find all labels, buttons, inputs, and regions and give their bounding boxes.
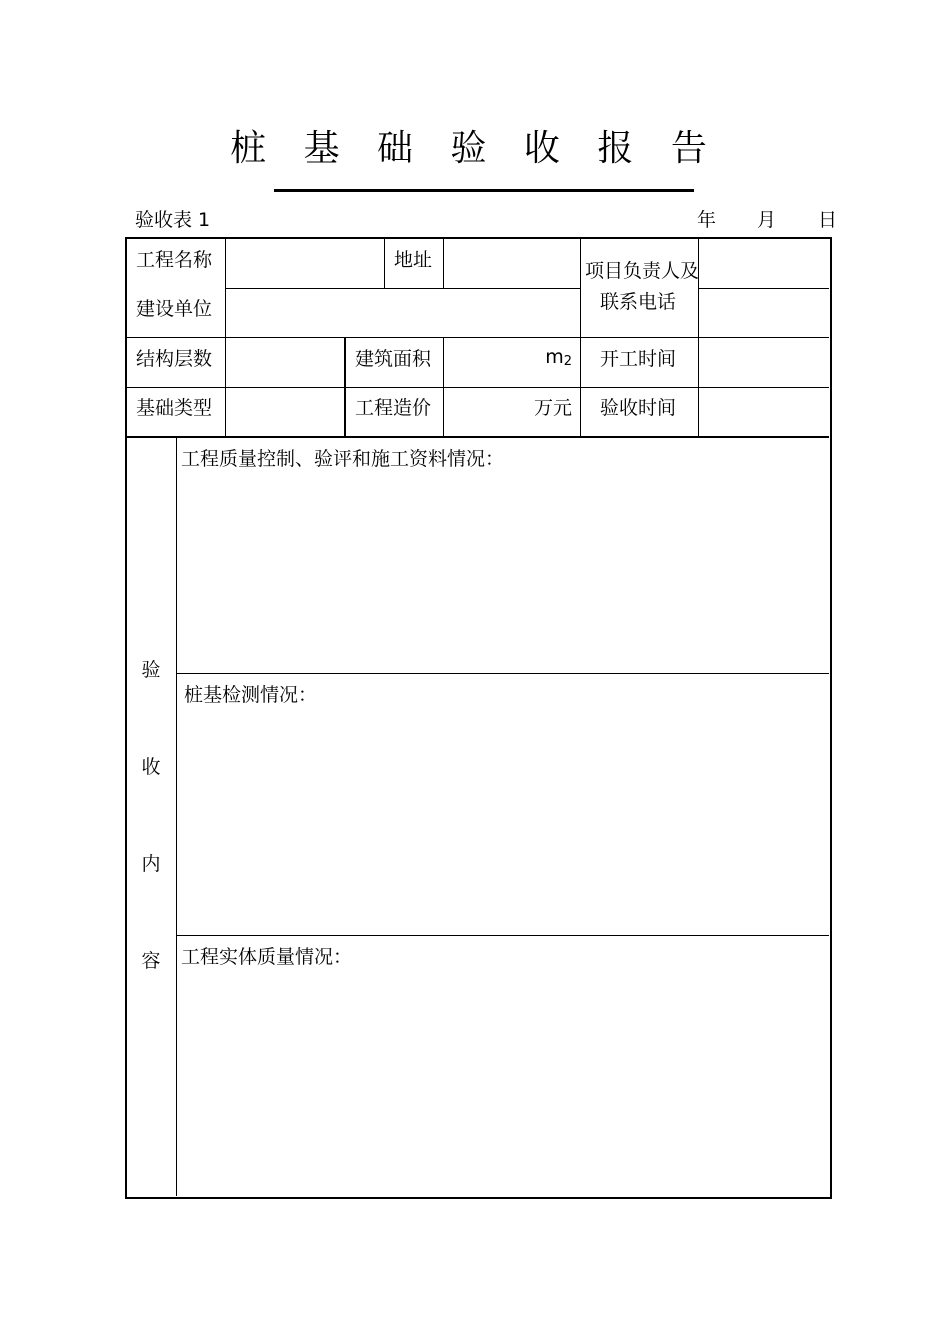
col-divider-f: [580, 238, 581, 437]
row-divider-1b: [698, 288, 829, 289]
label-pm-contact-2: 联系电话: [600, 291, 677, 313]
label-foundation-type: 基础类型: [136, 397, 213, 419]
label-address: 地址: [394, 249, 433, 271]
row-divider-3: [126, 387, 829, 388]
col-divider-d: [344, 337, 346, 437]
section-divider-2: [177, 935, 829, 936]
area-unit-exponent: 2: [563, 354, 572, 369]
col-divider-c: [443, 238, 444, 288]
label-start-time: 开工时间: [600, 348, 677, 370]
content-char-1: 验: [141, 659, 161, 681]
date-year-label: 年: [697, 209, 717, 231]
col-divider-b: [384, 238, 385, 288]
area-unit: [530, 345, 572, 374]
label-accept-time: 验收时间: [600, 397, 677, 419]
form-number: 验收表 1: [135, 209, 211, 231]
row-divider-1: [225, 288, 580, 289]
content-char-3: 内: [141, 853, 161, 875]
title-underline: [274, 189, 694, 192]
row-divider-2: [126, 337, 829, 338]
label-cost: 工程造价: [355, 397, 432, 419]
date-month-label: 月: [757, 209, 777, 231]
label-area: 建筑面积: [355, 348, 432, 370]
cost-unit: 万元: [533, 397, 572, 419]
col-divider-content: [176, 437, 177, 1196]
label-builder: 建设单位: [136, 298, 213, 320]
section-pile-test: 桩基检测情况：: [184, 684, 318, 706]
label-pm-contact-1: 项目负责人及: [585, 260, 700, 282]
label-floors: 结构层数: [136, 348, 213, 370]
area-unit-base: m: [545, 346, 564, 368]
page-title: 桩 基 础 验 收 报 告: [230, 128, 720, 169]
section-divider-1: [177, 673, 829, 674]
content-char-4: 容: [141, 950, 161, 972]
content-char-2: 收: [141, 756, 161, 778]
col-divider-e: [443, 337, 444, 437]
header-bottom-rule: [126, 436, 829, 438]
col-divider-a: [225, 238, 226, 437]
label-project-name: 工程名称: [136, 249, 213, 271]
section-physical-quality: 工程实体质量情况：: [181, 946, 353, 968]
date-day-label: 日: [818, 209, 838, 231]
section-quality-control: 工程质量控制、验评和施工资料情况：: [181, 448, 505, 470]
acceptance-table: [125, 237, 832, 1199]
